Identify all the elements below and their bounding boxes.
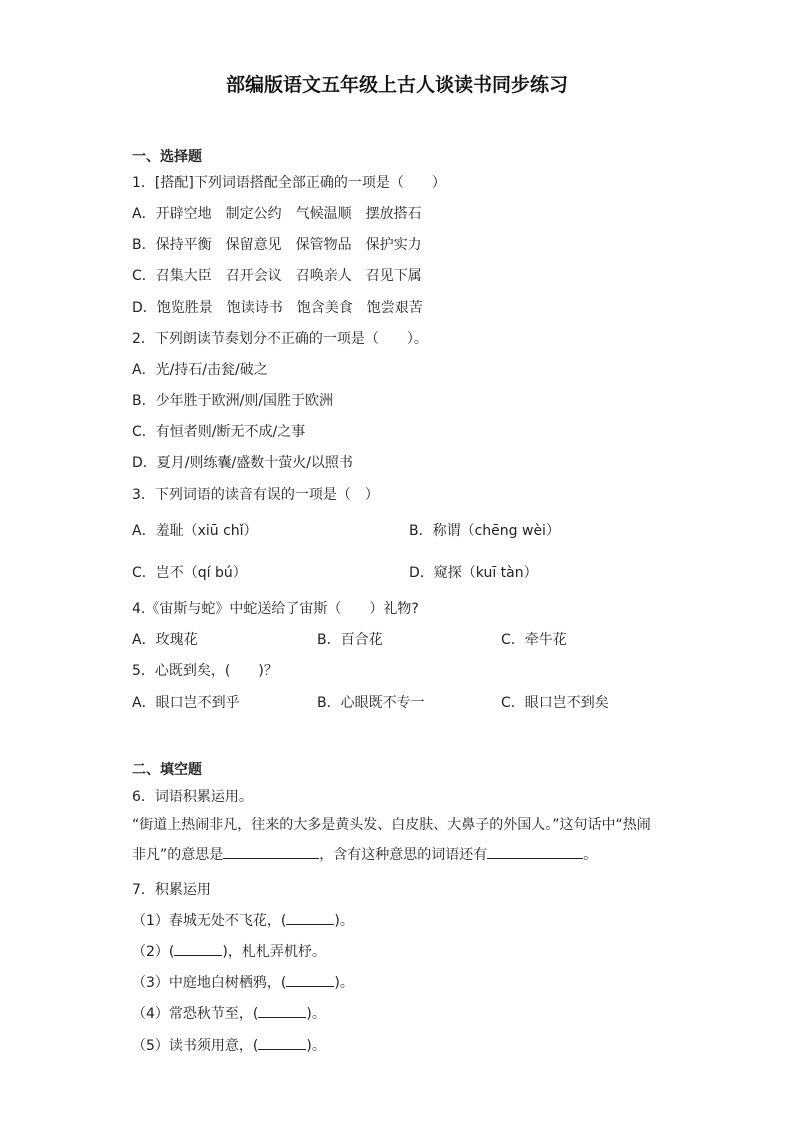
item-prefix: （3）中庭地白树栖鸦，( <box>132 975 287 991</box>
item-suffix: )。 <box>334 913 354 929</box>
question-6-stem: 6．词语积累运用。 <box>132 789 253 805</box>
question-7-item-3 <box>132 972 354 992</box>
question-7-item-1 <box>132 910 354 930</box>
question-1-option-c: C．召集大臣 召开会议 召唤亲人 召见下属 <box>132 268 422 284</box>
question-5-option-b: B．心眼既不专一 <box>317 695 425 711</box>
question-6-text-c: 。 <box>583 847 598 863</box>
question-3-option-c: C．岂不（qí bú） <box>132 565 247 581</box>
question-1-option-b: B．保持平衡 保留意见 保管物品 保护实力 <box>132 237 422 253</box>
answer-blank[interactable] <box>258 1003 306 1018</box>
answer-blank[interactable] <box>286 910 334 925</box>
question-2-option-a: A．光/持石/击瓮/破之 <box>132 362 268 378</box>
item-suffix: )。 <box>306 1006 326 1022</box>
question-4-option-c: C．牵牛花 <box>501 632 567 648</box>
question-1-stem: 1．[搭配]下列词语搭配全部正确的一项是（ ） <box>132 175 446 191</box>
question-3-stem: 3．下列词语的读音有误的一项是（ ） <box>132 487 379 503</box>
question-2-option-c: C．有恒者则/断无不成/之事 <box>132 424 306 440</box>
question-2-option-b: B．少年胜于欧洲/则/国胜于欧洲 <box>132 393 334 409</box>
question-7-item-2 <box>132 941 326 961</box>
question-6-text-b: ，含有这种意思的词语还有 <box>319 847 488 863</box>
section-heading-choice: 一、选择题 <box>132 149 202 165</box>
section-heading-fill: 二、填空题 <box>132 762 202 778</box>
question-6-text-a: “街道上热闹非凡，往来的大多是黄头发、白皮肤、大鼻子的外国人。”这句话中“热闹非凡”的意思是 <box>132 817 651 863</box>
question-7-item-5 <box>132 1035 326 1055</box>
question-5-option-a: A．眼口岂不到乎 <box>132 695 240 711</box>
answer-blank[interactable] <box>258 1035 306 1050</box>
item-prefix: （4）常恐秋节至，( <box>132 1006 259 1022</box>
question-2-stem: 2．下列朗读节奏划分不正确的一项是（ ）。 <box>132 331 428 347</box>
question-1-option-d: D．饱览胜景 饱读诗书 饱含美食 饱尝艰苦 <box>132 300 423 316</box>
question-3-option-b: B．称谓（chēng wèi） <box>409 523 560 539</box>
question-7-item-4 <box>132 1003 326 1023</box>
question-4-stem: 4.《宙斯与蛇》中蛇送给了宙斯（ ）礼物? <box>132 601 419 617</box>
question-6-paragraph <box>132 810 664 870</box>
question-1-option-a: A．开辟空地 制定公约 气候温顺 摆放搭石 <box>132 206 422 222</box>
answer-blank[interactable] <box>286 972 334 987</box>
item-prefix: （1）春城无处不飞花，( <box>132 913 287 929</box>
answer-blank[interactable] <box>487 844 583 859</box>
question-2-option-d: D．夏月/则练囊/盛数十萤火/以照书 <box>132 455 353 471</box>
question-3-option-d: D．窥探（kuī tàn） <box>409 565 538 581</box>
item-prefix: （2）( <box>132 944 175 960</box>
item-suffix: )，札札弄机杼。 <box>222 944 326 960</box>
question-3-option-a: A．羞耻（xiū chǐ） <box>132 523 258 539</box>
answer-blank[interactable] <box>174 941 222 956</box>
answer-blank[interactable] <box>223 844 319 859</box>
page-title: 部编版语文五年级上古人谈读书同步练习 <box>225 74 568 96</box>
item-suffix: )。 <box>306 1038 326 1054</box>
item-suffix: )。 <box>334 975 354 991</box>
item-prefix: （5）读书须用意，( <box>132 1038 259 1054</box>
question-5-stem: 5．心既到矣，( )？ <box>132 663 278 679</box>
question-7-stem: 7．积累运用 <box>132 882 211 898</box>
question-4-option-a: A．玫瑰花 <box>132 632 198 648</box>
question-5-option-c: C．眼口岂不到矣 <box>501 695 609 711</box>
question-4-option-b: B．百合花 <box>317 632 383 648</box>
